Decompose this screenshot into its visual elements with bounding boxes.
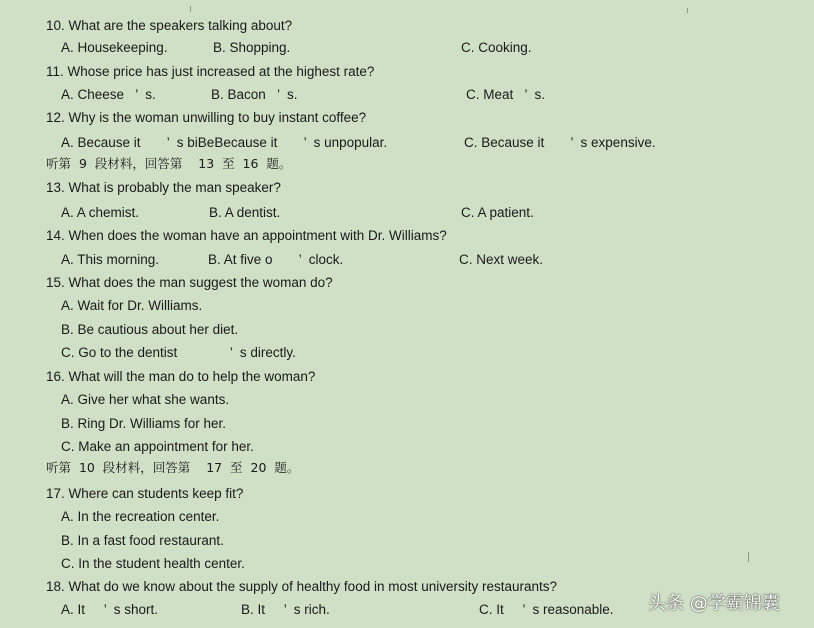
section-heading-9: 听第 9 段材料，回答第 13 至 16 题。 <box>46 156 292 171</box>
question-13: 13. What is probably the man speaker? <box>46 180 281 195</box>
option-12ab: A. Because it ’ s biBeBecause it ’ s unpopular. <box>61 135 388 150</box>
option-14a: A. This morning. <box>61 252 160 267</box>
question-11: 11. Whose price has just increased at the highest rate? <box>46 64 375 79</box>
option-17c: C. In the student health center. <box>61 556 245 571</box>
option-14c: C. Next week. <box>459 252 544 267</box>
question-16: 16. What will the man do to help the woman? <box>46 369 316 384</box>
option-17a: A. In the recreation center. <box>61 509 220 524</box>
option-11b: B. Bacon ’ s. <box>211 87 298 102</box>
option-13a: A. A chemist. <box>61 205 140 220</box>
option-18a: A. It ’ s short. <box>61 602 159 617</box>
option-16a: A. Give her what she wants. <box>61 392 230 407</box>
scan-mark <box>190 6 191 12</box>
option-16b: B. Ring Dr. Williams for her. <box>61 416 227 431</box>
option-10a: A. Housekeeping. <box>61 40 168 55</box>
question-12: 12. Why is the woman unwilling to buy instant coffee? <box>46 110 367 125</box>
question-17: 17. Where can students keep fit? <box>46 486 244 501</box>
option-14b: B. At five o ’ clock. <box>208 252 344 267</box>
question-18: 18. What do we know about the supply of healthy food in most university restaurants? <box>46 579 558 594</box>
option-11c: C. Meat ’ s. <box>466 87 546 102</box>
scan-mark <box>748 552 749 562</box>
watermark-logo: 头条 @学霸锦囊 <box>648 593 780 614</box>
option-13c: C. A patient. <box>461 205 534 220</box>
option-18c: C. It ’ s reasonable. <box>479 602 614 617</box>
option-15a: A. Wait for Dr. Williams. <box>61 298 203 313</box>
option-15c: C. Go to the dentist ’ s directly. <box>61 345 296 360</box>
option-16c: C. Make an appointment for her. <box>61 439 254 454</box>
scan-mark <box>687 8 688 13</box>
option-18b: B. It ’ s rich. <box>241 602 330 617</box>
option-11a: A. Cheese ’ s. <box>61 87 156 102</box>
question-15: 15. What does the man suggest the woman do? <box>46 275 333 290</box>
option-17b: B. In a fast food restaurant. <box>61 533 224 548</box>
question-14: 14. When does the woman have an appointment with Dr. Williams? <box>46 228 447 243</box>
option-12c: C. Because it ’ s expensive. <box>464 135 656 150</box>
section-heading-10: 听第 10 段材料，回答第 17 至 20 题。 <box>46 460 300 475</box>
option-10c: C. Cooking. <box>461 40 532 55</box>
option-13b: B. A dentist. <box>209 205 281 220</box>
question-10: 10. What are the speakers talking about? <box>46 18 293 33</box>
option-15b: B. Be cautious about her diet. <box>61 322 239 337</box>
option-10b: B. Shopping. <box>213 40 291 55</box>
